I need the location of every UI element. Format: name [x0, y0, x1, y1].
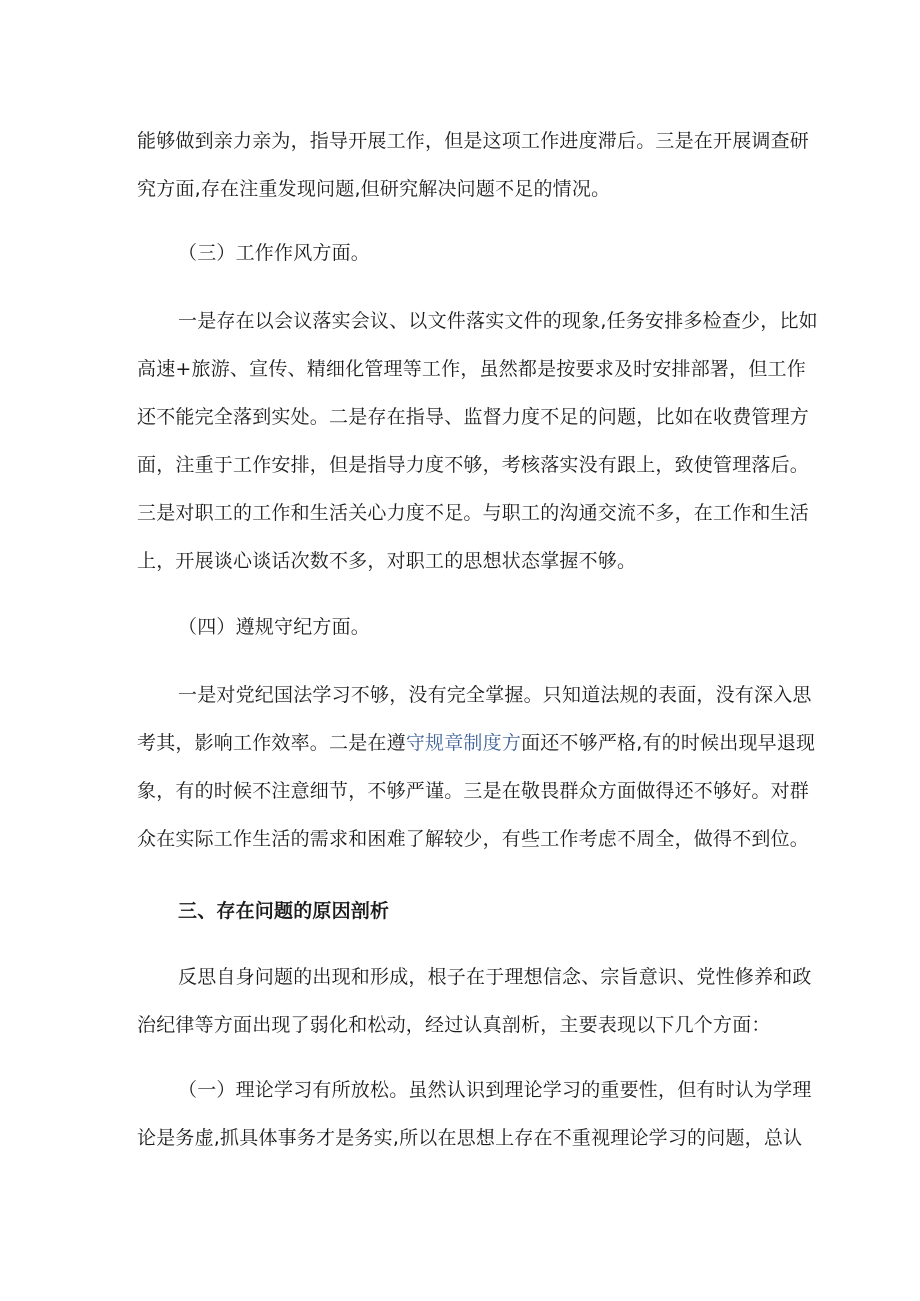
paragraph-line: 上，开展谈心谈话次数不多，对职工的思想状态掌握不够。 — [137, 550, 637, 572]
paragraph-line: 面，注重于工作安排，但是指导力度不够，考核落实没有跟上，致使管理落后。 — [137, 454, 810, 476]
paragraph-line: 高速+旅游、宣传、精细化管理等工作，虽然都是按要求及时安排部署，但工作 — [137, 358, 806, 380]
subsection-heading-three: （三）工作作风方面。 — [178, 242, 371, 264]
paragraph-line: 还不能完全落到实处。二是存在指导、监督力度不足的问题，比如在收费管理方 — [137, 406, 810, 428]
paragraph-line: 一是对党纪国法学习不够，没有完全掌握。只知道法规的表面，没有深入思 — [178, 684, 812, 706]
paragraph-line: 治纪律等方面出现了弱化和松动，经过认真剖析，主要表现以下几个方面： — [137, 1014, 771, 1036]
section-title: 三、存在问题的原因剖析 — [178, 900, 390, 922]
highlighted-link-text[interactable]: 守规章制度方 — [405, 732, 522, 754]
paragraph-line: 论是务虚,抓具体事务才是务实,所以在思想上存在不重视理论学习的问题，总认 — [137, 1127, 803, 1149]
line-text: 面还不够严格,有的时候出现早退现 — [521, 732, 816, 754]
subsection-heading-four: （四）遵规守纪方面。 — [178, 616, 371, 638]
paragraph-line: 众在实际工作生活的需求和困难了解较少，有些工作考虑不周全，做得不到位。 — [137, 828, 810, 850]
paragraph-line: 究方面,存在注重发现问题,但研究解决问题不足的情况。 — [137, 178, 611, 200]
paragraph-line: 三是对职工的工作和生活关心力度不足。与职工的沟通交流不多，在工作和生活 — [137, 502, 810, 524]
paragraph-line: （一）理论学习有所放松。虽然认识到理论学习的重要性，但有时认为学理 — [178, 1079, 812, 1101]
paragraph-line: 一是存在以会议落实会议、以文件落实文件的现象,任务安排多检查少，比如 — [178, 310, 818, 332]
paragraph-line — [137, 730, 815, 756]
line-text: 考其，影响工作效率。二是在遵 — [137, 732, 406, 754]
paragraph-line: 反思自身问题的出现和形成，根子在于理想信念、宗旨意识、党性修养和政 — [178, 966, 812, 988]
paragraph-line: 象，有的时候不注意细节，不够严谨。三是在敬畏群众方面做得还不够好。对群 — [137, 780, 810, 802]
paragraph-line: 能够做到亲力亲为，指导开展工作，但是这项工作进度滞后。三是在开展调查研 — [137, 130, 810, 152]
